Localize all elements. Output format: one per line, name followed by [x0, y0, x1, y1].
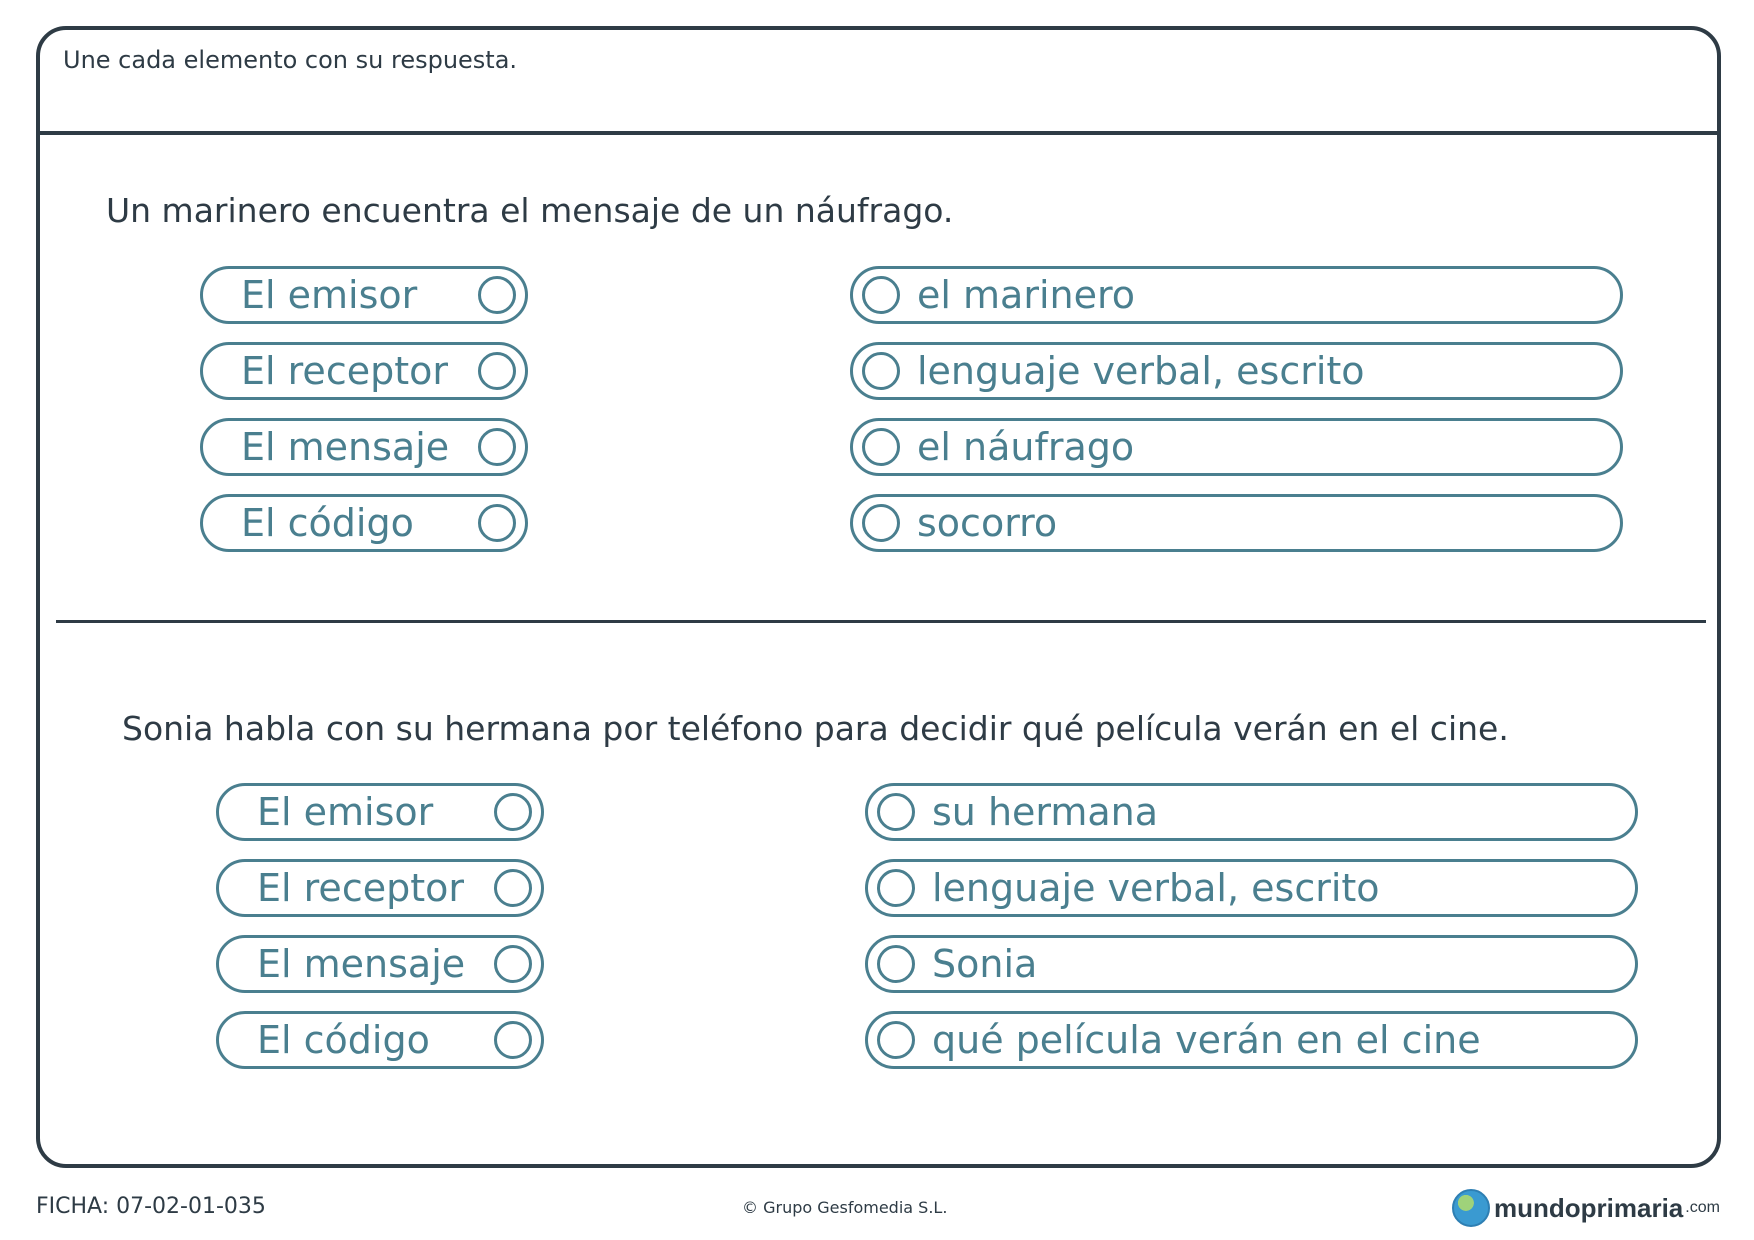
right-item-label: el náufrago [917, 425, 1135, 469]
worksheet-id: FICHA: 07-02-01-035 [36, 1194, 266, 1219]
right-item-label: lenguaje verbal, escrito [917, 349, 1365, 393]
connector-circle[interactable] [478, 504, 516, 542]
connector-circle[interactable] [494, 869, 532, 907]
exercise-2-prompt: Sonia habla con su hermana por teléfono para decidir qué película verán en el cine. [122, 709, 1509, 748]
right-item-label: el marinero [917, 273, 1135, 317]
left-item-label: El mensaje [241, 425, 450, 469]
exercise-1-left-item[interactable] [200, 418, 528, 476]
brand-logo[interactable] [1452, 1188, 1720, 1228]
left-item-label: El código [257, 1018, 430, 1062]
right-item-label: socorro [917, 501, 1058, 545]
connector-circle[interactable] [494, 945, 532, 983]
exercise-2-left-item[interactable] [216, 783, 544, 841]
exercise-1-left-item[interactable] [200, 494, 528, 552]
connector-circle[interactable] [478, 352, 516, 390]
left-item-label: El mensaje [257, 942, 466, 986]
connector-circle[interactable] [478, 276, 516, 314]
right-item-label: lenguaje verbal, escrito [932, 866, 1380, 910]
exercise-2-right-item[interactable] [865, 783, 1638, 841]
exercise-2-left-item[interactable] [216, 1011, 544, 1069]
header-divider [36, 131, 1721, 135]
connector-circle[interactable] [494, 1021, 532, 1059]
connector-circle[interactable] [862, 428, 900, 466]
exercise-1-left-item[interactable] [200, 266, 528, 324]
exercise-2-right-item[interactable] [865, 859, 1638, 917]
exercise-1-right-item[interactable] [850, 418, 1623, 476]
exercise-1-right-item[interactable] [850, 266, 1623, 324]
right-item-label: qué película verán en el cine [932, 1018, 1481, 1062]
section-divider [56, 620, 1706, 623]
connector-circle[interactable] [877, 793, 915, 831]
connector-circle[interactable] [862, 352, 900, 390]
exercise-1-right-item[interactable] [850, 342, 1623, 400]
exercise-1-right-item[interactable] [850, 494, 1623, 552]
left-item-label: El emisor [257, 790, 434, 834]
connector-circle[interactable] [478, 428, 516, 466]
left-item-label: El receptor [257, 866, 464, 910]
right-item-label: Sonia [932, 942, 1038, 986]
left-item-label: El código [241, 501, 414, 545]
logo-suffix: .com [1685, 1199, 1720, 1216]
instruction-text: Une cada elemento con su respuesta. [63, 46, 518, 74]
exercise-1-left-item[interactable] [200, 342, 528, 400]
exercise-2-right-item[interactable] [865, 1011, 1638, 1069]
logo-text: mundoprimaria [1494, 1192, 1684, 1223]
connector-circle[interactable] [877, 1021, 915, 1059]
connector-circle[interactable] [877, 945, 915, 983]
copyright-text: © Grupo Gesfomedia S.L. [742, 1198, 948, 1217]
connector-circle[interactable] [862, 276, 900, 314]
exercise-2-right-item[interactable] [865, 935, 1638, 993]
right-item-label: su hermana [932, 790, 1159, 834]
connector-circle[interactable] [862, 504, 900, 542]
globe-icon [1452, 1189, 1490, 1227]
exercise-2-left-item[interactable] [216, 935, 544, 993]
exercise-1-prompt: Un marinero encuentra el mensaje de un náufrago. [106, 191, 954, 230]
left-item-label: El emisor [241, 273, 418, 317]
connector-circle[interactable] [877, 869, 915, 907]
left-item-label: El receptor [241, 349, 448, 393]
exercise-2-left-item[interactable] [216, 859, 544, 917]
connector-circle[interactable] [494, 793, 532, 831]
